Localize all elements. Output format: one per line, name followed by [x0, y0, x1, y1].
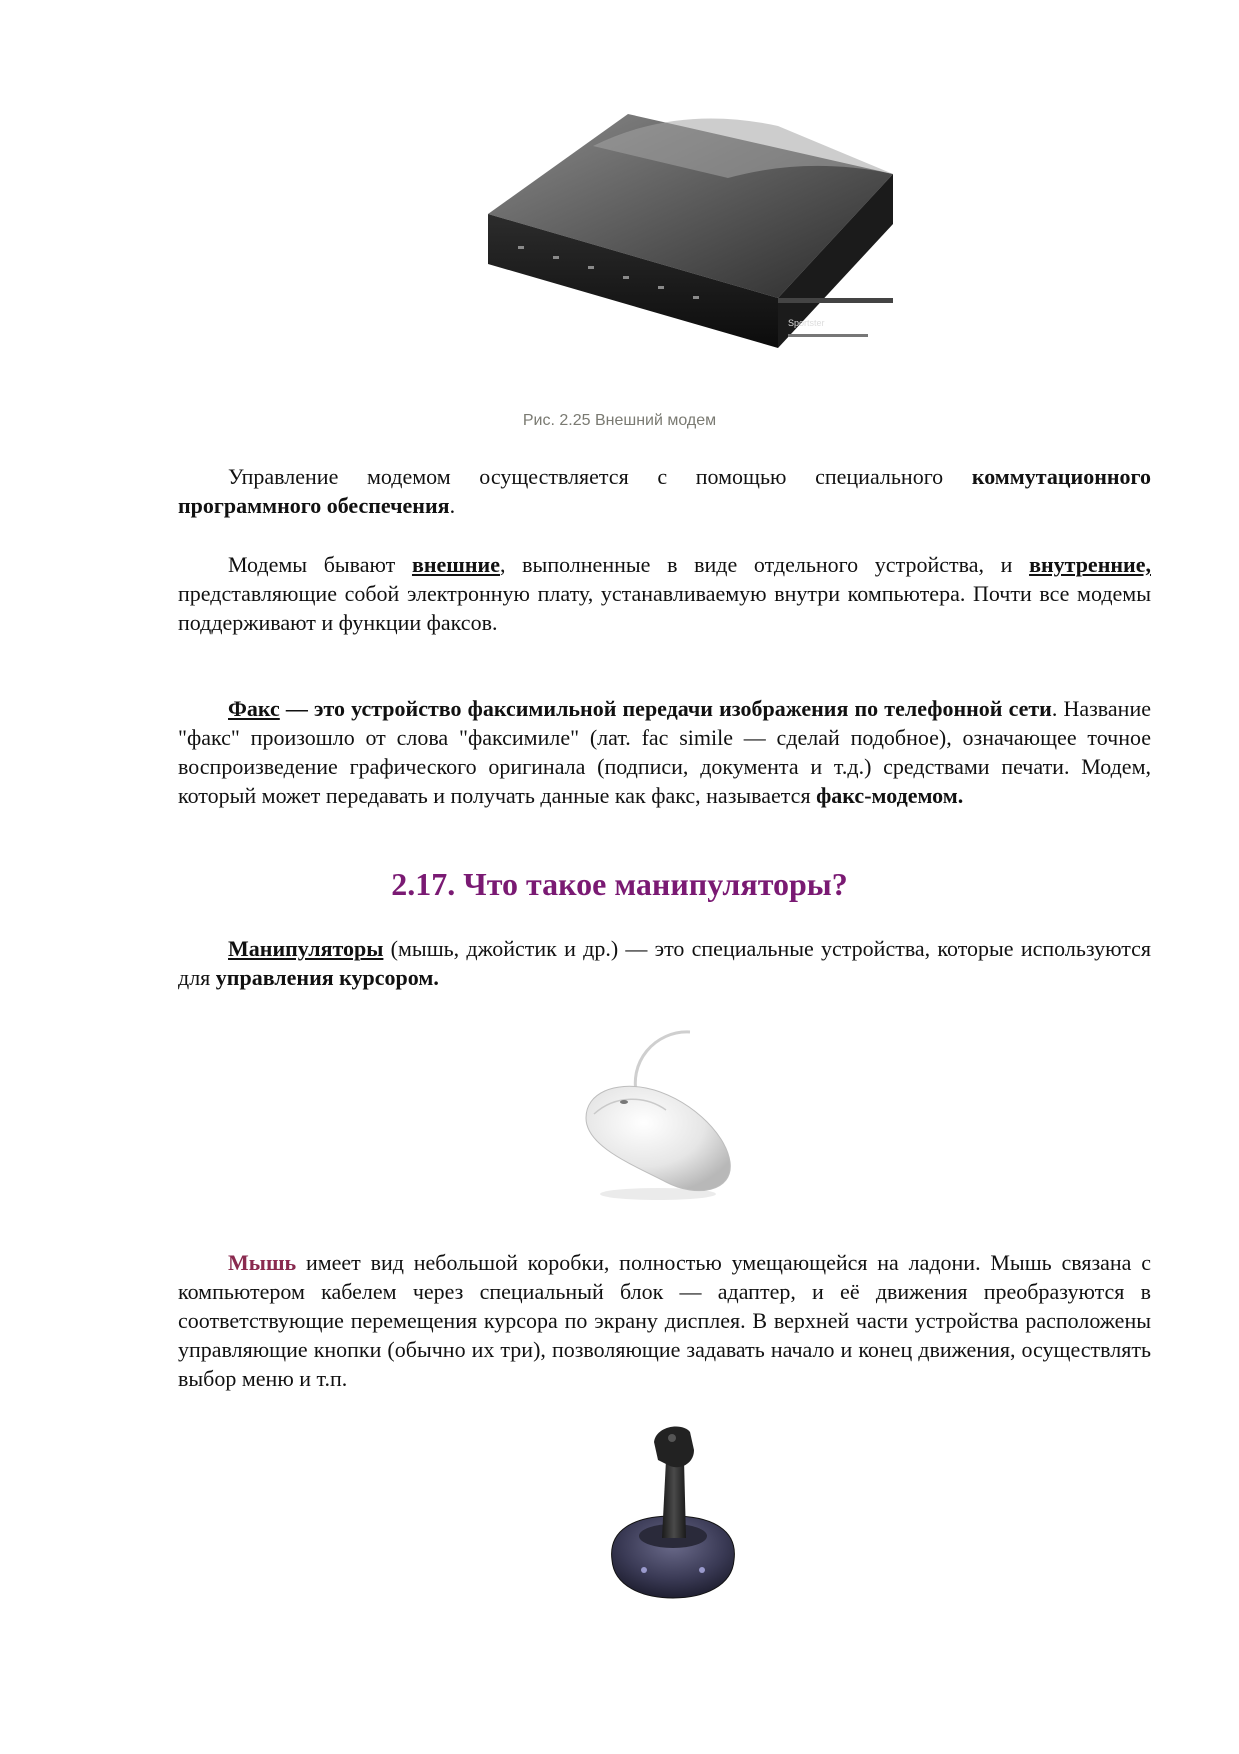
fax-definition: — это устройство факсимильной передачи изображения по телефонной сети [279, 696, 1052, 721]
term-fax-modem: факс-модемом. [816, 783, 964, 808]
figure-caption: Рис. 2.25 Внешний модем [522, 412, 717, 429]
paragraph-modem-software: Управление модемом осуществляется с помощью специального коммутационного программного обеспечения. [178, 464, 1151, 518]
term-external: внешние [411, 552, 500, 577]
paragraph-fax: Факс — это устройство факсимильной передачи изображения по телефонной сети. Название "факс" произошло от слова "факсимиле" (лат. fac simile — сделай подобное), означающее точное воспроизведение графического оригинала (подписи, документа и т.д.) средствами печати. Модем, который может передавать и получать данные как факс, называется факс-модемом. [178, 696, 1151, 808]
term-manipulators: Манипуляторы [228, 936, 384, 961]
term-fax: Факс [228, 696, 280, 721]
paragraph-modem-types: Модемы бывают внешние, выполненные в виде отдельного устройства, и внутренние, представляющие собой электронную плату, устанавливаемую внутри компьютера. Почти все модемы поддерживают и функции факсов. [178, 552, 1151, 635]
term-mouse: Мышь [228, 1250, 297, 1275]
section-heading: 2.17. Что такое манипуляторы? [391, 866, 848, 902]
paragraph-mouse: Мышь имеет вид небольшой коробки, полностью умещающейся на ладони. Мышь связана с компьютером кабелем через специальный блок — адаптер, и её движения преобразуются в соответствующие перемещения курсора по экрану дисплея. В верхней части устройства расположены управляющие кнопки (обычно их три), позволяющие задавать начало и конец движения, осуществлять выбор меню и т.п. [178, 1250, 1151, 1391]
joystick-image [604, 1420, 742, 1604]
external-modem-image [478, 86, 898, 392]
term-internal: внутренние, [1029, 552, 1151, 577]
bold-term-software: коммутационного программного обеспечения [178, 464, 1151, 518]
mouse-image [576, 1022, 740, 1202]
term-cursor-control: управления курсором. [215, 965, 439, 990]
modem-brand-label: Sportster [788, 318, 825, 328]
paragraph-manipulators: Манипуляторы (мышь, джойстик и др.) — это специальные устройства, которые используются для управления курсором. [178, 936, 1151, 990]
